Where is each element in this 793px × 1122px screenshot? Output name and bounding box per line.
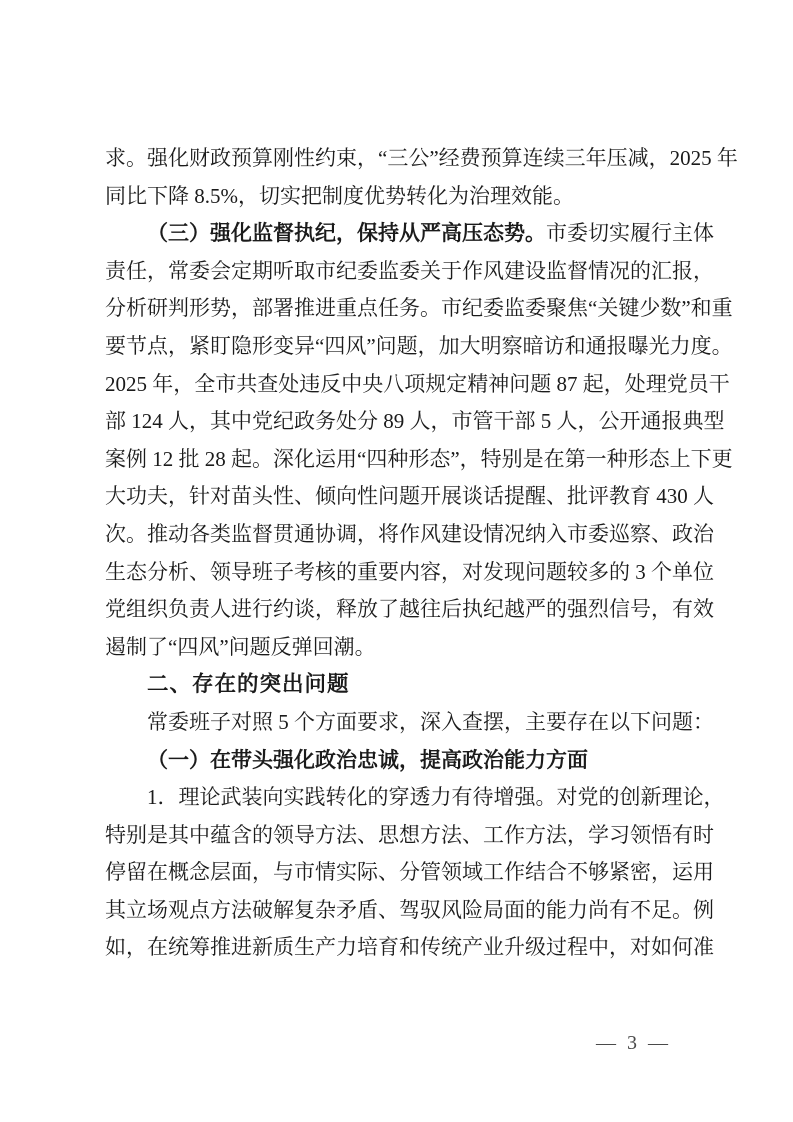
text-line (105, 178, 697, 216)
body-text: 停留在概念层面，与市情实际、分管领域工作结合不够紧密，运用 (105, 860, 714, 885)
text-line (105, 403, 725, 441)
body-text: 1．理论武装向实践转化的穿透力有待增强。对党的创新理论， (147, 785, 725, 810)
section-2-heading-line (105, 666, 697, 704)
text-line (105, 366, 730, 404)
body-text: 部 124 人，其中党纪政务处分 89 人，市管干部 5 人，公开通报典型 (105, 409, 725, 434)
section-heading-text: 二、存在的突出问题 (147, 672, 350, 697)
text-line (105, 140, 738, 178)
body-text: 次。推动各类监督贯通协调，将作风建设情况纳入市委巡察、政治 (105, 521, 714, 546)
body-text: 分析研判形势，部署推进重点任务。市纪委监委聚焦“关键少数”和重 (105, 296, 733, 321)
body-text: 案例 12 批 28 起。深化运用“四种形态”，特别是在第一种形态上下更 (105, 446, 733, 471)
text-line (105, 629, 697, 667)
subsection-heading-text: （三）强化监督执纪，保持从严高压态势。 (147, 221, 546, 246)
text-line (105, 441, 733, 479)
body-text: 2025 年，全市共查处违反中央八项规定精神问题 87 起，处理党员干 (105, 371, 730, 396)
text-line (105, 290, 733, 328)
body-text: 要节点，紧盯隐形变异“四风”问题，加大明察暗访和通报曝光力度。 (105, 333, 733, 358)
body-text: 如，在统筹推进新质生产力培育和传统产业升级过程中，对如何准 (105, 935, 714, 960)
body-text: 遏制了“四风”问题反弹回潮。 (105, 634, 376, 659)
body-text: 其立场观点方法破解复杂矛盾、驾驭风险局面的能力尚有不足。例 (105, 897, 714, 922)
body-text: 求。强化财政预算刚性约束，“三公”经费预算连续三年压减，2025 年 (105, 146, 738, 170)
body-text: 特别是其中蕴含的领导方法、思想方法、工作方法，学习领悟有时 (105, 822, 714, 847)
body-text: 市委切实履行主体 (546, 221, 714, 246)
body-text: 常委班子对照 5 个方面要求，深入查摆，主要存在以下问题： (147, 709, 714, 734)
body-text: 生态分析、领导班子考核的重要内容，对发现问题较多的 3 个单位 (105, 559, 714, 584)
body-text: 责任，常委会定期听取市纪委监委关于作风建设监督情况的汇报， (105, 258, 714, 283)
subsection-3-heading-line (105, 215, 714, 253)
text-line (105, 516, 714, 554)
text-line (105, 591, 714, 629)
text-line (105, 328, 733, 366)
text-line (105, 253, 714, 291)
text-line (105, 854, 714, 892)
text-line (105, 554, 714, 592)
body-text: 同比下降 8.5%，切实把制度优势转化为治理效能。 (105, 183, 574, 208)
subsection-1-heading-line (105, 742, 697, 780)
text-line (105, 929, 714, 967)
text-line (105, 704, 714, 742)
text-line (105, 478, 714, 516)
subsection-heading-text: （一）在带头强化政治忠诚，提高政治能力方面 (147, 747, 588, 772)
text-line (105, 892, 714, 930)
body-text: 大功夫，针对苗头性、倾向性问题开展谈话提醒、批评教育 430 人 (105, 484, 714, 509)
body-text: 党组织负责人进行约谈，释放了越往后执纪越严的强烈信号，有效 (105, 597, 714, 622)
text-line (105, 779, 725, 817)
text-line (105, 817, 714, 855)
page-number: — 3 — (596, 1032, 671, 1054)
document-body (105, 140, 738, 967)
